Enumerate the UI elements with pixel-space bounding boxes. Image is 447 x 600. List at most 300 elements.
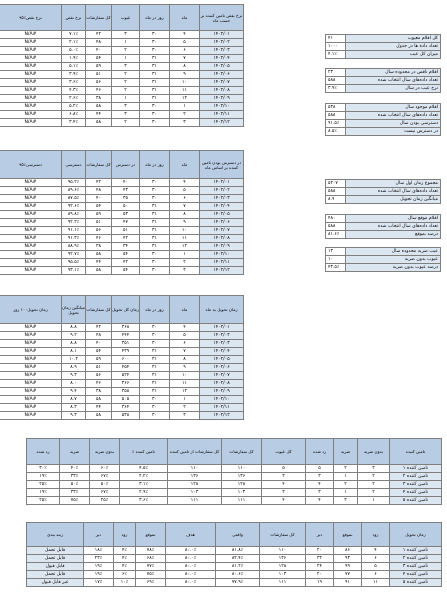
table-cell[interactable]: ۷۵٪ bbox=[136, 571, 166, 579]
table-cell[interactable]: ۹.۳ bbox=[62, 372, 86, 380]
table-cell[interactable]: ۵۳ bbox=[112, 211, 140, 219]
table-cell[interactable]: ۶ bbox=[170, 340, 200, 348]
table-cell[interactable]: ۱ bbox=[170, 396, 200, 404]
table-cell[interactable]: ۲ bbox=[112, 79, 140, 87]
table-cell[interactable]: ۵۹ bbox=[86, 63, 112, 71]
table-cell[interactable]: تامین کننده ۲ bbox=[390, 473, 442, 481]
table-cell[interactable]: ۸۰.۰٪ bbox=[166, 579, 216, 587]
table-cell[interactable]: ۹.۲ bbox=[62, 332, 86, 340]
table-cell[interactable]: ۱۲ bbox=[170, 95, 200, 103]
table-cell[interactable]: ۵۸ bbox=[86, 103, 112, 111]
table-cell[interactable]: ۱۴۰۲/۱۱ bbox=[200, 404, 244, 412]
table-cell[interactable]: ۲ bbox=[112, 71, 140, 79]
table-cell[interactable]: ۱۰ bbox=[170, 79, 200, 87]
table-cell[interactable]: ۲۰ bbox=[306, 547, 334, 555]
table-cell[interactable]: ۱۴۰۲/۱۰ bbox=[200, 251, 244, 259]
table-cell[interactable]: ۷۷.۹٪ bbox=[216, 579, 260, 587]
table-cell[interactable]: قابل تحمل bbox=[27, 555, 84, 563]
table-cell[interactable]: ۳۰ bbox=[140, 412, 170, 420]
summary-value[interactable]: ۴.۱٪ bbox=[326, 51, 346, 59]
table-cell[interactable]: ۱۳۶ bbox=[260, 555, 306, 563]
table-cell[interactable]: ۶۷٪ bbox=[90, 473, 120, 481]
table-cell[interactable]: ۲ bbox=[170, 111, 200, 119]
table-cell[interactable]: ۱۴۰۲/۰۳ bbox=[200, 340, 244, 348]
table-cell[interactable]: ۸۰.۶٪ bbox=[216, 571, 260, 579]
table-cell[interactable]: تامین کننده ۲ bbox=[390, 555, 442, 563]
table-cell[interactable]: #N/A bbox=[0, 111, 62, 119]
table-cell[interactable]: ۲.۱٪ bbox=[62, 39, 86, 47]
table-cell[interactable]: ۳ bbox=[112, 63, 140, 71]
table-cell[interactable]: ۲ bbox=[358, 481, 390, 489]
table-cell[interactable]: #N/A bbox=[0, 259, 62, 267]
table-cell[interactable]: ۱۲۸ bbox=[168, 481, 222, 489]
table-cell[interactable]: ۳ bbox=[262, 489, 306, 497]
table-cell[interactable]: ۳۴ bbox=[112, 243, 140, 251]
table-cell[interactable]: ۱۰٪ bbox=[114, 579, 136, 587]
table-cell[interactable]: ۵ bbox=[170, 39, 200, 47]
table-cell[interactable]: ۱۴۰۲/۰۷ bbox=[200, 79, 244, 87]
table-cell[interactable]: ۳۳٪ bbox=[60, 489, 90, 497]
table-cell[interactable]: ۳۱ bbox=[140, 348, 170, 356]
table-cell[interactable]: تامین کننده ۱ bbox=[390, 465, 442, 473]
table-cell[interactable]: ۳ bbox=[170, 412, 200, 420]
table-cell[interactable]: ۳۰ bbox=[140, 195, 170, 203]
table-cell[interactable]: #N/A bbox=[0, 211, 62, 219]
table-cell[interactable]: #N/A bbox=[0, 388, 62, 396]
table-cell[interactable]: ۳۱ bbox=[140, 372, 170, 380]
table-cell[interactable]: ۹ bbox=[170, 219, 200, 227]
table-cell[interactable]: ۴۷ bbox=[112, 219, 140, 227]
table-cell[interactable]: ۹۲.۷٪ bbox=[62, 251, 86, 259]
table-cell[interactable]: ۱ bbox=[170, 251, 200, 259]
table-cell[interactable]: ۲ bbox=[358, 489, 390, 497]
table-cell[interactable]: ۶۹٪ bbox=[136, 579, 166, 587]
table-cell[interactable]: ۲ bbox=[334, 481, 358, 489]
table-cell[interactable]: ۱۹٪ bbox=[84, 571, 114, 579]
table-cell[interactable]: ۸.۹ bbox=[62, 364, 86, 372]
table-cell[interactable]: ۳۱ bbox=[140, 79, 170, 87]
table-cell[interactable]: قابل تحمل bbox=[27, 571, 84, 579]
table-cell[interactable]: ۱۰۳ bbox=[168, 489, 222, 497]
table-cell[interactable]: #N/A bbox=[0, 119, 62, 127]
table-cell[interactable]: ۱۹٪ bbox=[27, 473, 60, 481]
table-cell[interactable]: ۱۱۰ bbox=[222, 465, 262, 473]
table-cell[interactable]: ۳۱ bbox=[140, 356, 170, 364]
table-cell[interactable]: ۸.۳ bbox=[62, 404, 86, 412]
table-cell[interactable]: ۳۱ bbox=[140, 227, 170, 235]
table-cell[interactable]: ۵۹ bbox=[86, 356, 112, 364]
table-cell[interactable]: ۶٪ bbox=[114, 571, 136, 579]
table-cell[interactable]: ۴۶ bbox=[86, 87, 112, 95]
table-cell[interactable]: ۴٪ bbox=[114, 555, 136, 563]
table-cell[interactable]: ۴.۳٪ bbox=[62, 87, 86, 95]
table-cell[interactable]: ۸ bbox=[170, 63, 200, 71]
table-cell[interactable]: ۷ bbox=[170, 203, 200, 211]
table-cell[interactable]: تامین کننده ۴ bbox=[390, 571, 442, 579]
table-cell[interactable]: #N/A bbox=[0, 47, 62, 55]
table-cell[interactable]: ۱۱۱ bbox=[260, 579, 306, 587]
table-cell[interactable]: ۳۱ bbox=[140, 243, 170, 251]
table-cell[interactable]: ۳۰ bbox=[140, 179, 170, 187]
table-cell[interactable]: ۳۰ bbox=[140, 187, 170, 195]
table-cell[interactable]: ۱۸٪ bbox=[84, 547, 114, 555]
table-cell[interactable]: ۴۴۴ bbox=[112, 332, 140, 340]
table-cell[interactable]: ۱۴۰۲/۰۸ bbox=[200, 380, 244, 388]
table-cell[interactable]: #N/A bbox=[0, 235, 62, 243]
table-cell[interactable]: ۹.۴ bbox=[62, 388, 86, 396]
table-cell[interactable]: #N/A bbox=[0, 324, 62, 332]
table-cell[interactable]: ۷.۱٪ bbox=[62, 31, 86, 39]
table-cell[interactable]: ۱ bbox=[334, 473, 358, 481]
table-cell[interactable]: ۱۴۰۲/۰۱ bbox=[200, 324, 244, 332]
table-cell[interactable]: ۳۱ bbox=[140, 71, 170, 79]
summary-value[interactable]: ۸۱.۶٪ bbox=[326, 231, 346, 239]
table-cell[interactable]: ۵۰۵ bbox=[112, 396, 140, 404]
summary-value[interactable]: ۹۱.۵٪ bbox=[326, 120, 346, 128]
table-cell[interactable]: ۱۴۰۲/۰۱ bbox=[200, 179, 244, 187]
table-cell[interactable]: ۹ bbox=[170, 364, 200, 372]
table-cell[interactable]: ۳۰ bbox=[140, 332, 170, 340]
table-cell[interactable]: ۳۰ bbox=[140, 47, 170, 55]
table-cell[interactable]: ۳۱ bbox=[140, 388, 170, 396]
table-cell[interactable]: ۸۸.۹٪ bbox=[62, 243, 86, 251]
table-cell[interactable]: ۱۴۰۲/۰۲ bbox=[200, 332, 244, 340]
table-cell[interactable]: ۴۰ bbox=[86, 340, 112, 348]
table-cell[interactable]: ۹۱.۳٪ bbox=[62, 235, 86, 243]
table-cell[interactable]: #N/A bbox=[0, 404, 62, 412]
table-cell[interactable]: ۵۰ bbox=[112, 203, 140, 211]
table-cell[interactable]: ۳۰ bbox=[140, 119, 170, 127]
table-cell[interactable]: ۸۷.۵٪ bbox=[62, 195, 86, 203]
table-cell[interactable]: ۹ bbox=[170, 71, 200, 79]
table-cell[interactable]: قابل تحمل bbox=[27, 547, 84, 555]
table-cell[interactable]: #N/A bbox=[0, 39, 62, 47]
table-cell[interactable]: ۳ bbox=[112, 31, 140, 39]
table-cell[interactable]: ۱۴۰۲/۰۴ bbox=[200, 55, 244, 63]
table-cell[interactable]: ۱ bbox=[358, 497, 390, 505]
table-cell[interactable]: ۴ bbox=[306, 497, 334, 505]
table-cell[interactable]: ۸۹.۶٪ bbox=[62, 187, 86, 195]
table-cell[interactable]: ۲۵٪ bbox=[90, 497, 120, 505]
table-cell[interactable]: ۸ bbox=[170, 211, 200, 219]
table-cell[interactable]: ۳۳٪ bbox=[60, 473, 90, 481]
table-cell[interactable]: ۳۶۴ bbox=[112, 404, 140, 412]
table-cell[interactable]: #N/A bbox=[0, 251, 62, 259]
table-cell[interactable]: ۴ bbox=[362, 547, 390, 555]
table-cell[interactable]: ۴۲ bbox=[86, 324, 112, 332]
table-cell[interactable]: ۶ bbox=[362, 571, 390, 579]
table-cell[interactable]: ۱۷٪ bbox=[84, 579, 114, 587]
table-cell[interactable]: ۸۰.۰٪ bbox=[166, 563, 216, 571]
summary-value[interactable]: ۸.۵٪ bbox=[326, 128, 346, 136]
table-cell[interactable]: ۶ bbox=[170, 47, 200, 55]
table-cell[interactable]: ۵ bbox=[362, 563, 390, 571]
table-cell[interactable]: ۳ bbox=[306, 489, 334, 497]
table-cell[interactable]: ۴ bbox=[170, 179, 200, 187]
table-cell[interactable]: ۳۶۸ bbox=[112, 324, 140, 332]
table-cell[interactable]: ۲.۶٪ bbox=[62, 95, 86, 103]
table-cell[interactable]: ۲۰ bbox=[306, 571, 334, 579]
table-cell[interactable]: #N/A bbox=[0, 412, 62, 420]
table-cell[interactable]: ۶.۸٪ bbox=[62, 111, 86, 119]
table-cell[interactable]: ۱۴۰۲/۱۱ bbox=[200, 111, 244, 119]
table-cell[interactable]: #N/A bbox=[0, 332, 62, 340]
table-cell[interactable]: #N/A bbox=[0, 55, 62, 63]
table-cell[interactable]: تامین کننده ۴ bbox=[390, 489, 442, 497]
table-cell[interactable]: ۵ bbox=[170, 187, 200, 195]
table-cell[interactable]: ۶ bbox=[362, 555, 390, 563]
table-cell[interactable]: ۱۴۰۲/۰۷ bbox=[200, 372, 244, 380]
table-cell[interactable]: ۳.۹٪ bbox=[62, 71, 86, 79]
table-cell[interactable]: ۳۵۱ bbox=[112, 340, 140, 348]
table-cell[interactable]: ۵۶ bbox=[86, 227, 112, 235]
table-cell[interactable]: ۱۴۰۲/۰۶ bbox=[200, 71, 244, 79]
table-cell[interactable]: ۵۸ bbox=[86, 412, 112, 420]
table-cell[interactable]: تامین کننده ۱ bbox=[390, 547, 442, 555]
table-cell[interactable]: ۸۱.۸٪ bbox=[216, 547, 260, 555]
table-cell[interactable]: ۲ bbox=[170, 259, 200, 267]
table-cell[interactable]: #N/A bbox=[0, 203, 62, 211]
summary-value[interactable]: ۵۸۸ bbox=[326, 77, 346, 85]
table-cell[interactable]: ۵۸ bbox=[86, 119, 112, 127]
table-cell[interactable]: ۱۹ bbox=[306, 579, 334, 587]
table-cell[interactable]: ۱۴۰۲/۱۲ bbox=[200, 267, 244, 275]
table-cell[interactable]: ۹۵.۲٪ bbox=[62, 179, 86, 187]
table-cell[interactable]: ۳۰ bbox=[140, 259, 170, 267]
table-cell[interactable]: ۴ bbox=[170, 31, 200, 39]
table-cell[interactable]: ۱ bbox=[112, 39, 140, 47]
table-cell[interactable]: ۵۴ bbox=[112, 267, 140, 275]
table-cell[interactable]: ۸۶ bbox=[334, 547, 362, 555]
table-cell[interactable]: #N/A bbox=[0, 356, 62, 364]
table-cell[interactable]: ۳۱ bbox=[140, 203, 170, 211]
table-cell[interactable]: #N/A bbox=[0, 71, 62, 79]
table-cell[interactable]: ۲ bbox=[112, 119, 140, 127]
table-cell[interactable]: ۴.۵٪ bbox=[120, 465, 168, 473]
table-cell[interactable]: ۵۴ bbox=[86, 203, 112, 211]
table-cell[interactable]: ۱ bbox=[170, 103, 200, 111]
summary-value[interactable]: ۴۸۰ bbox=[326, 215, 346, 223]
table-cell[interactable]: قابل قبول bbox=[27, 563, 84, 571]
table-cell[interactable]: ۱۲ bbox=[170, 388, 200, 396]
table-cell[interactable]: ۷۷٪ bbox=[136, 563, 166, 571]
table-cell[interactable]: ۴ bbox=[262, 481, 306, 489]
table-cell[interactable]: ۲۳٪ bbox=[84, 555, 114, 563]
table-cell[interactable]: ۳۱ bbox=[140, 219, 170, 227]
table-cell[interactable]: ۴ bbox=[170, 324, 200, 332]
table-cell[interactable]: ۵۶ bbox=[86, 372, 112, 380]
table-cell[interactable]: ۱۹٪ bbox=[84, 563, 114, 571]
table-cell[interactable]: ۹۵.۵٪ bbox=[62, 259, 86, 267]
table-cell[interactable]: ۳۸ bbox=[86, 243, 112, 251]
table-cell[interactable]: ۴۵۴ bbox=[112, 364, 140, 372]
table-cell[interactable]: ۳۰ bbox=[140, 103, 170, 111]
table-cell[interactable]: ۱ bbox=[112, 95, 140, 103]
table-cell[interactable]: ۵۰٪ bbox=[90, 481, 120, 489]
table-cell[interactable]: ۴۳۹ bbox=[112, 348, 140, 356]
table-cell[interactable]: ۸۹.۸٪ bbox=[62, 211, 86, 219]
table-cell[interactable]: ۳۰ bbox=[140, 340, 170, 348]
summary-value[interactable]: ۵۸۸ bbox=[326, 223, 346, 231]
table-cell[interactable]: ۵.۰٪ bbox=[62, 47, 86, 55]
table-cell[interactable]: ۳ bbox=[306, 473, 334, 481]
table-cell[interactable]: ۳۵ bbox=[112, 195, 140, 203]
table-cell[interactable]: ۱۴۰۲/۱۰ bbox=[200, 396, 244, 404]
table-cell[interactable]: #N/A bbox=[0, 63, 62, 71]
table-cell[interactable]: ۳۱ bbox=[140, 87, 170, 95]
table-cell[interactable]: ۹۳.۱٪ bbox=[62, 267, 86, 275]
table-cell[interactable]: #N/A bbox=[0, 380, 62, 388]
table-cell[interactable]: ۲۴ bbox=[306, 563, 334, 571]
table-cell[interactable]: ۵۸ bbox=[86, 396, 112, 404]
table-cell[interactable]: ۱۴۰۲/۰۵ bbox=[200, 211, 244, 219]
table-cell[interactable]: ۷ bbox=[170, 348, 200, 356]
table-cell[interactable]: ۴۶ bbox=[86, 380, 112, 388]
table-cell[interactable]: ۵۱ bbox=[112, 227, 140, 235]
table-cell[interactable]: ۵۴ bbox=[86, 55, 112, 63]
table-cell[interactable]: ۱۱ bbox=[170, 235, 200, 243]
table-cell[interactable]: ۱۴۰۲/۰۳ bbox=[200, 47, 244, 55]
table-cell[interactable]: ۱۱۱ bbox=[168, 497, 222, 505]
table-cell[interactable]: ۷۸٪ bbox=[136, 547, 166, 555]
table-cell[interactable]: ۴٪ bbox=[114, 563, 136, 571]
table-cell[interactable]: ۴۲ bbox=[86, 179, 112, 187]
table-cell[interactable]: ۱۴۰۲/۰۳ bbox=[200, 195, 244, 203]
table-cell[interactable]: ۵.۱٪ bbox=[62, 63, 86, 71]
table-cell[interactable]: ۱۰۳ bbox=[222, 489, 262, 497]
table-cell[interactable]: ۱۴۰۲/۱۱ bbox=[200, 259, 244, 267]
table-cell[interactable]: ۵۴ bbox=[86, 348, 112, 356]
table-cell[interactable]: ۹.۳ bbox=[62, 412, 86, 420]
table-cell[interactable]: ۸۰.۰٪ bbox=[166, 547, 216, 555]
summary-value[interactable]: ۴۳.۵٪ bbox=[326, 264, 346, 272]
table-cell[interactable]: ۴۴ bbox=[86, 111, 112, 119]
table-cell[interactable]: #N/A bbox=[0, 340, 62, 348]
table-cell[interactable]: ۱۴۰۲/۰۱ bbox=[200, 31, 244, 39]
table-cell[interactable]: ۵۶ bbox=[86, 79, 112, 87]
table-cell[interactable]: ۵۳۸ bbox=[112, 412, 140, 420]
summary-value[interactable]: ۸.۹ bbox=[326, 196, 346, 204]
table-cell[interactable]: ۹۱.۱٪ bbox=[62, 227, 86, 235]
table-cell[interactable]: ۲۵٪ bbox=[27, 481, 60, 489]
table-cell[interactable]: ۳.۶٪ bbox=[62, 79, 86, 87]
table-cell[interactable]: ۱۱۰ bbox=[168, 465, 222, 473]
table-cell[interactable]: ۲ bbox=[112, 87, 140, 95]
table-cell[interactable]: #N/A bbox=[0, 87, 62, 95]
table-cell[interactable]: ۹۲.۲٪ bbox=[62, 219, 86, 227]
table-cell[interactable]: ۱۴۰۲/۰۶ bbox=[200, 364, 244, 372]
table-cell[interactable]: ۳ bbox=[170, 267, 200, 275]
summary-value[interactable]: ۴۱ bbox=[326, 35, 346, 43]
table-cell[interactable]: ۶ bbox=[170, 195, 200, 203]
table-cell[interactable]: ۳۱ bbox=[140, 63, 170, 71]
table-cell[interactable]: ۵۱ bbox=[86, 71, 112, 79]
table-cell[interactable]: ۳۰ bbox=[140, 396, 170, 404]
table-cell[interactable]: ۱۲ bbox=[170, 243, 200, 251]
table-cell[interactable]: ۹۱ bbox=[334, 579, 362, 587]
table-cell[interactable]: تامین کننده ۵ bbox=[390, 497, 442, 505]
table-cell[interactable]: ۳۰ bbox=[140, 111, 170, 119]
table-cell[interactable]: ۱۴۰۲/۰۵ bbox=[200, 63, 244, 71]
table-cell[interactable]: ۴۴ bbox=[86, 259, 112, 267]
table-cell[interactable]: ۱۱ bbox=[170, 380, 200, 388]
table-cell[interactable]: ۱۹٪ bbox=[27, 489, 60, 497]
table-cell[interactable]: ۷۷ bbox=[334, 571, 362, 579]
table-cell[interactable]: #N/A bbox=[0, 219, 62, 227]
table-cell[interactable]: ۱۴۰۲/۰۹ bbox=[200, 388, 244, 396]
table-cell[interactable]: ۱۴۰۲/۰۹ bbox=[200, 243, 244, 251]
table-cell[interactable]: ۸۰.۰٪ bbox=[166, 555, 216, 563]
table-cell[interactable]: ۳ bbox=[170, 119, 200, 127]
table-cell[interactable]: ۳ bbox=[358, 465, 390, 473]
table-cell[interactable]: غیر قابل قبول bbox=[27, 579, 84, 587]
table-cell[interactable]: ۴۴ bbox=[86, 404, 112, 412]
table-cell[interactable]: ۱.۹٪ bbox=[62, 55, 86, 63]
table-cell[interactable]: ۱۳۶ bbox=[222, 473, 262, 481]
table-cell[interactable]: ۸.۰ bbox=[62, 380, 86, 388]
table-cell[interactable]: ۲.۲٪ bbox=[120, 473, 168, 481]
table-cell[interactable]: تامین کننده ۳ bbox=[390, 481, 442, 489]
table-cell[interactable]: ۵۱ bbox=[86, 364, 112, 372]
table-cell[interactable]: ۳۱ bbox=[140, 364, 170, 372]
table-cell[interactable]: ۴۲ bbox=[112, 259, 140, 267]
table-cell[interactable]: ۱۴۰۲/۰۴ bbox=[200, 348, 244, 356]
table-cell[interactable]: ۱۴۰۲/۰۹ bbox=[200, 95, 244, 103]
table-cell[interactable]: ۱ bbox=[334, 489, 358, 497]
table-cell[interactable]: ۴ bbox=[306, 481, 334, 489]
table-cell[interactable]: ۸.۸ bbox=[62, 340, 86, 348]
table-cell[interactable]: ۲ bbox=[112, 47, 140, 55]
table-cell[interactable]: ۶۰٪ bbox=[90, 465, 120, 473]
table-cell[interactable]: ۸.۸ bbox=[62, 324, 86, 332]
table-cell[interactable]: ۶۷٪ bbox=[90, 489, 120, 497]
table-cell[interactable]: ۲۵٪ bbox=[27, 497, 60, 505]
table-cell[interactable]: ۳۰ bbox=[140, 404, 170, 412]
table-cell[interactable]: ۳ bbox=[112, 103, 140, 111]
table-cell[interactable]: #N/A bbox=[0, 227, 62, 235]
table-cell[interactable]: ۱۴۰۲/۱۲ bbox=[200, 412, 244, 420]
table-cell[interactable]: ۱۴۰۲/۰۷ bbox=[200, 227, 244, 235]
table-cell[interactable]: ۵۸ bbox=[86, 251, 112, 259]
table-cell[interactable]: ۱۴۰۲/۰۴ bbox=[200, 203, 244, 211]
summary-value[interactable]: ۳.۹٪ bbox=[326, 85, 346, 93]
table-cell[interactable]: ۱۱ bbox=[170, 87, 200, 95]
table-cell[interactable]: ۴۸ bbox=[86, 39, 112, 47]
table-cell[interactable]: ۱۳۶ bbox=[168, 473, 222, 481]
table-cell[interactable]: ۴۰ bbox=[86, 195, 112, 203]
table-cell[interactable]: ۳۱ bbox=[140, 211, 170, 219]
table-cell[interactable]: ۶۰۰ bbox=[112, 356, 140, 364]
table-cell[interactable]: ۱۴۰۲/۰۸ bbox=[200, 235, 244, 243]
table-cell[interactable]: #N/A bbox=[0, 79, 62, 87]
table-cell[interactable]: ۳۰ bbox=[140, 39, 170, 47]
table-cell[interactable]: ۱۴۰۲/۰۲ bbox=[200, 187, 244, 195]
table-cell[interactable]: ۴٪ bbox=[114, 547, 136, 555]
summary-value[interactable]: ۲۳ bbox=[326, 69, 346, 77]
table-cell[interactable]: ۴۲ bbox=[86, 31, 112, 39]
table-cell[interactable]: #N/A bbox=[0, 267, 62, 275]
table-cell[interactable]: ۳ bbox=[112, 111, 140, 119]
table-cell[interactable]: #N/A bbox=[0, 364, 62, 372]
table-cell[interactable]: ۱۴۰۲/۰۸ bbox=[200, 87, 244, 95]
table-cell[interactable]: ۳۵۸ bbox=[112, 388, 140, 396]
table-cell[interactable]: ۳ bbox=[334, 497, 358, 505]
table-cell[interactable]: ۳ bbox=[262, 473, 306, 481]
table-cell[interactable]: ۳۲ bbox=[306, 555, 334, 563]
table-cell[interactable]: #N/A bbox=[0, 179, 62, 187]
summary-value[interactable]: ۱۰ bbox=[326, 256, 346, 264]
table-cell[interactable]: تامین کننده ۳ bbox=[390, 563, 442, 571]
